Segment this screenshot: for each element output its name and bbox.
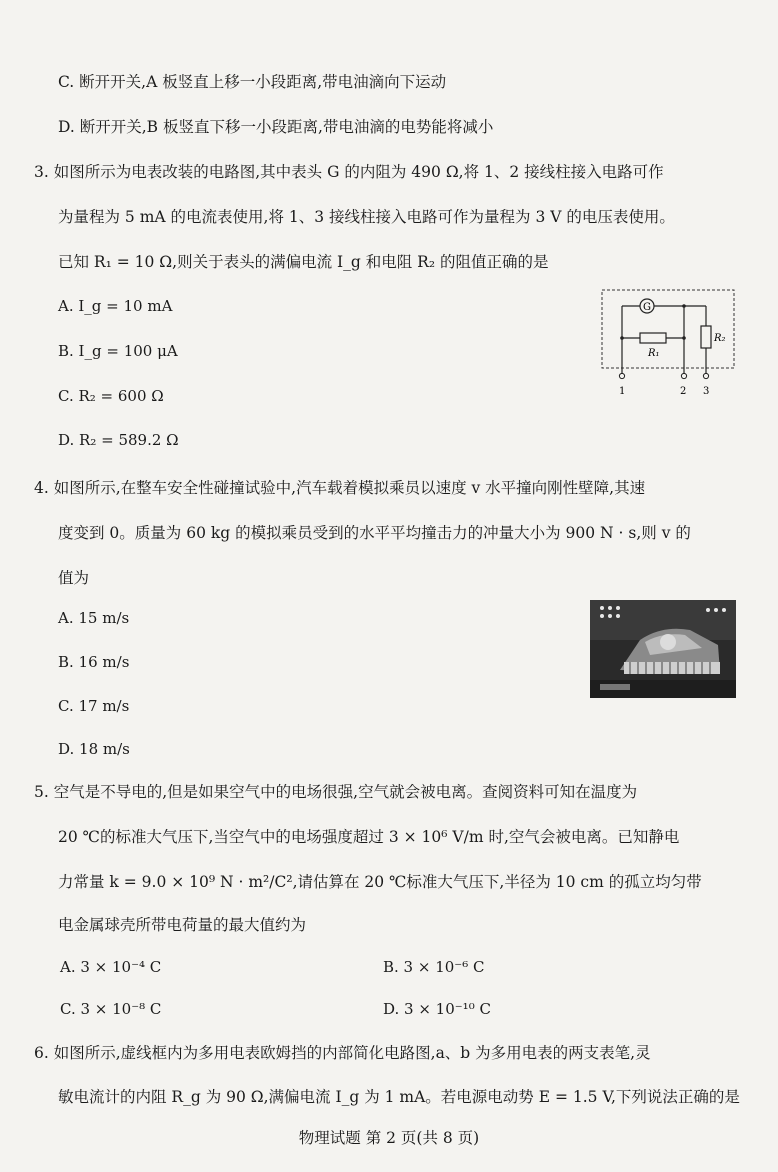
q5-option-b: B. 3 × 10⁻⁶ C: [383, 958, 485, 976]
terminal-2-icon: [681, 373, 686, 378]
q3-option-a: A. I_g = 10 mA: [58, 297, 173, 315]
terminal-2-label: 2: [680, 386, 687, 397]
g-label: G: [643, 302, 651, 313]
r1-label: R₁: [648, 348, 660, 359]
q5-option-d: D. 3 × 10⁻¹⁰ C: [383, 1000, 491, 1018]
terminal-3-icon: [703, 373, 708, 378]
r1-resistor-icon: [640, 333, 666, 343]
terminal-1-label: 1: [619, 386, 626, 397]
q3-option-d: D. R₂ = 589.2 Ω: [58, 431, 179, 449]
r2-resistor-icon: [701, 326, 711, 348]
q4-stem-line2: 度变到 0。质量为 60 kg 的模拟乘员受到的水平平均撞击力的冲量大小为 900 N · s,则 v 的: [58, 524, 691, 542]
crash-test-photo: [590, 600, 736, 698]
q3-stem-line3: 已知 R₁ = 10 Ω,则关于表头的满偏电流 I_g 和电阻 R₂ 的阻值正确的是: [58, 253, 549, 271]
q3-stem-line2: 为量程为 5 mA 的电流表使用,将 1、3 接线柱接入电路可作为量程为 3 V 的电压表使用。: [58, 208, 675, 226]
q2-option-c: C. 断开开关,A 板竖直上移一小段距离,带电油滴向下运动: [58, 73, 447, 91]
q5-stem-line4: 电金属球壳所带电荷量的最大值约为: [58, 916, 307, 934]
q6-stem-line1: 6. 如图所示,虚线框内为多用电表欧姆挡的内部简化电路图,a、b 为多用电表的两支表笔,灵: [34, 1044, 651, 1062]
terminal-1-icon: [619, 373, 624, 378]
page-footer: 物理试题 第 2 页(共 8 页): [298, 1129, 480, 1147]
q3-circuit-figure: [600, 288, 736, 400]
q3-stem-line1: 3. 如图所示为电表改装的电路图,其中表头 G 的内阻为 490 Ω,将 1、2 接线柱接入电路可作: [34, 163, 664, 181]
q4-stem-line3: 值为: [58, 569, 90, 587]
q2-option-d: D. 断开开关,B 板竖直下移一小段距离,带电油滴的电势能将减小: [58, 118, 494, 136]
q4-option-c: C. 17 m/s: [58, 697, 130, 715]
q4-option-a: A. 15 m/s: [58, 609, 130, 627]
q6-stem-line2: 敏电流计的内阻 R_g 为 90 Ω,满偏电流 I_g 为 1 mA。若电源电动势 E = 1.5 V,下列说法正确的是: [58, 1088, 740, 1106]
q4-option-d: D. 18 m/s: [58, 740, 130, 758]
q3-option-c: C. R₂ = 600 Ω: [58, 387, 164, 405]
q5-option-c: C. 3 × 10⁻⁸ C: [60, 1000, 162, 1018]
terminal-3-label: 3: [703, 386, 710, 397]
dummy-icon: [660, 634, 676, 650]
q4-option-b: B. 16 m/s: [58, 653, 130, 671]
q5-stem-line1: 5. 空气是不导电的,但是如果空气中的电场很强,空气就会被电离。查阅资料可知在温度为: [34, 783, 638, 801]
q5-stem-line2: 20 ℃的标准大气压下,当空气中的电场强度超过 3 × 10⁶ V/m 时,空气会被电离。已知静电: [58, 828, 680, 846]
q5-stem-line3: 力常量 k = 9.0 × 10⁹ N · m²/C²,请估算在 20 ℃标准大气压下,半径为 10 cm 的孤立均匀带: [58, 873, 702, 891]
r2-label: R₂: [714, 333, 726, 344]
q4-stem-line1: 4. 如图所示,在整车安全性碰撞试验中,汽车载着模拟乘员以速度 v 水平撞向刚性壁障,其速: [34, 479, 646, 497]
q5-option-a: A. 3 × 10⁻⁴ C: [60, 958, 162, 976]
q3-option-b: B. I_g = 100 μA: [58, 342, 178, 360]
